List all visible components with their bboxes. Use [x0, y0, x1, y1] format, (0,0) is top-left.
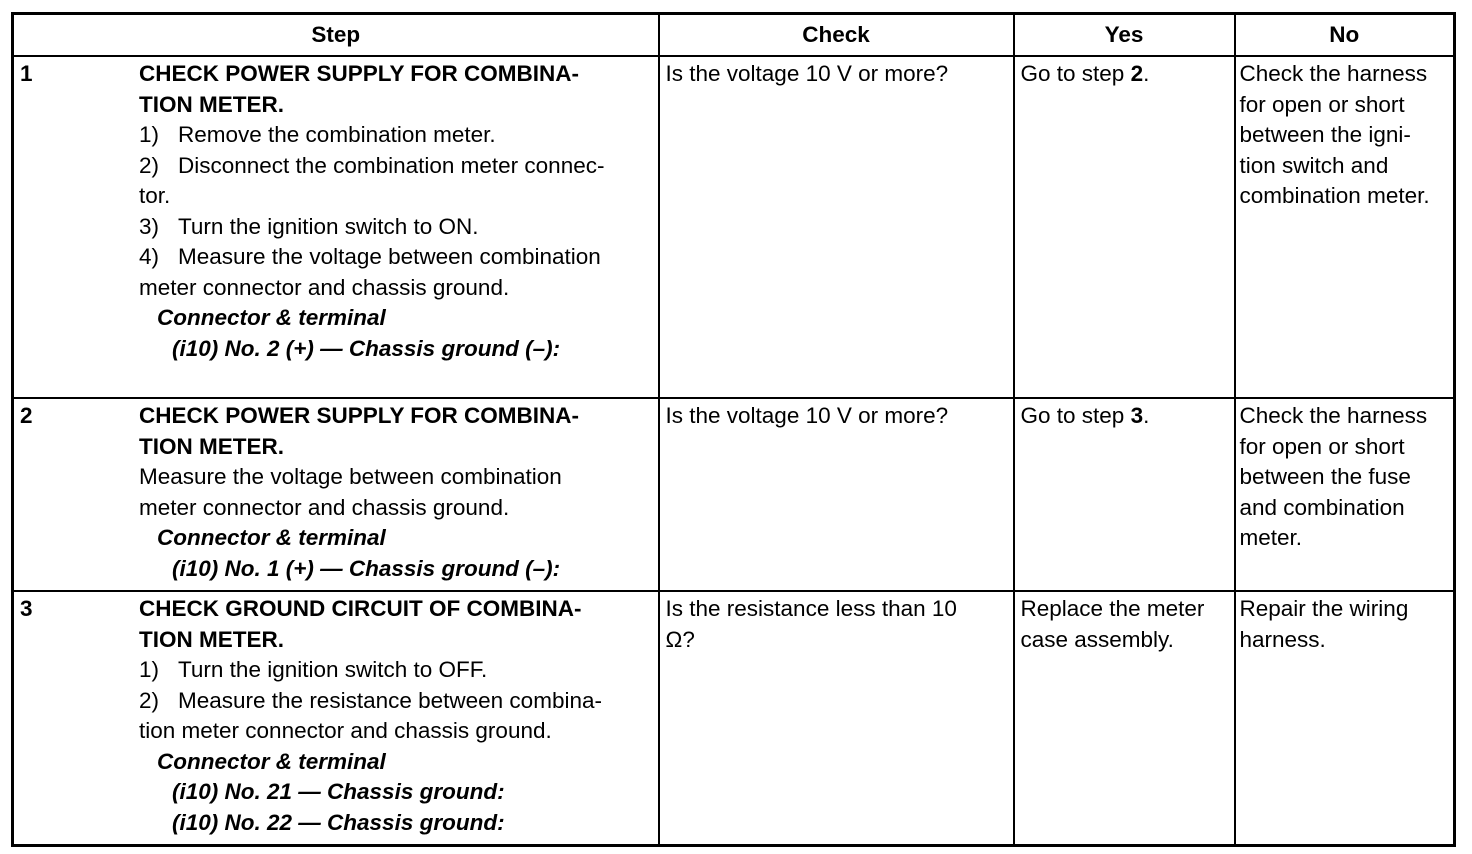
no-line: Check the harness: [1239, 403, 1428, 428]
yes-text: [1015, 399, 1234, 436]
substep-4-continued: meter connector and chassis ground.: [139, 274, 510, 300]
check-line: Ω?: [665, 626, 695, 652]
connector-terminal-1: (i10) No. 21 — Chassis ground:: [172, 779, 505, 804]
substep-number: 1): [139, 122, 160, 147]
substep-number: 2): [139, 152, 160, 178]
step-body: [139, 594, 652, 838]
no-line: and combination: [1239, 494, 1405, 520]
step-body: [139, 59, 652, 364]
substep-number: 1): [139, 657, 160, 682]
substep-1: [139, 120, 652, 151]
diagnostic-table: [11, 12, 1456, 847]
step-title-line1: CHECK GROUND CIRCUIT OF COMBINA-: [139, 596, 582, 621]
no-line: between the fuse: [1239, 464, 1411, 489]
yes-suffix: .: [1143, 403, 1150, 428]
no-text: [1236, 57, 1454, 216]
step-body: [139, 401, 652, 584]
step-title-line1: CHECK POWER SUPPLY FOR COMBINA-: [139, 61, 580, 86]
substep-text: Measure the resistance between combina-: [178, 687, 602, 713]
substep-4: [139, 242, 652, 273]
check-text: [660, 592, 1013, 659]
no-cell: [1235, 398, 1455, 591]
no-line: harness.: [1239, 626, 1326, 652]
yes-line: case assembly.: [1020, 626, 1174, 652]
no-line: combination meter.: [1239, 183, 1430, 208]
substep-number: 2): [139, 687, 160, 713]
substep-2: [139, 151, 652, 182]
step-number: 1: [20, 61, 33, 86]
table-row: [13, 591, 1455, 846]
substep-text: Remove the combination meter.: [178, 122, 496, 147]
no-line: Check the harness: [1239, 61, 1428, 86]
yes-cell: [1014, 398, 1235, 591]
step-cell: [13, 591, 659, 846]
yes-cell: [1014, 591, 1235, 846]
yes-prefix: Go to step: [1020, 61, 1131, 86]
substep-2: [139, 686, 652, 717]
step-number: 3: [20, 596, 33, 621]
connector-terminal: (i10) No. 1 (+) — Chassis ground (–):: [172, 555, 561, 581]
substep-number: 3): [139, 213, 160, 239]
yes-prefix: Go to step: [1020, 403, 1131, 428]
no-line: for open or short: [1239, 433, 1405, 459]
no-text: [1236, 592, 1454, 659]
substep-text: Disconnect the combination meter connec-: [178, 152, 605, 178]
header-check: Check: [659, 14, 1014, 57]
check-text: Is the voltage 10 V or more?: [665, 61, 949, 86]
header-yes: Yes: [1014, 14, 1235, 57]
substep-text: Measure the voltage between combination: [178, 244, 601, 269]
step-title-line2: TION METER.: [139, 433, 284, 459]
substep-2-continued: tor.: [139, 183, 171, 208]
yes-line: Replace the meter: [1020, 596, 1205, 621]
check-text: Is the voltage 10 V or more?: [665, 403, 949, 428]
check-cell: [659, 398, 1014, 591]
no-line: for open or short: [1239, 91, 1405, 117]
substep-3: [139, 212, 652, 243]
table-row: [13, 398, 1455, 591]
step-title-line2: TION METER.: [139, 626, 284, 652]
substep-text: Turn the ignition switch to ON.: [178, 213, 479, 239]
check-cell: [659, 56, 1014, 398]
yes-text: [1015, 57, 1234, 94]
substep-text: Turn the ignition switch to OFF.: [178, 657, 488, 682]
step-cell: [13, 398, 659, 591]
yes-suffix: .: [1143, 61, 1150, 86]
step-cell: [13, 56, 659, 398]
no-line: Repair the wiring: [1239, 596, 1409, 621]
connector-terminal-2: (i10) No. 22 — Chassis ground:: [172, 809, 505, 835]
connector-terminal: (i10) No. 2 (+) — Chassis ground (–):: [172, 335, 561, 361]
connector-label: Connector & terminal: [157, 305, 386, 330]
yes-step-ref: 2: [1130, 61, 1144, 86]
substep-number: 4): [139, 244, 160, 269]
step-title-line1: CHECK POWER SUPPLY FOR COMBINA-: [139, 403, 580, 428]
check-line: Is the resistance less than 10: [665, 596, 957, 621]
substep-1: [139, 655, 652, 686]
substep-2-continued: tion meter connector and chassis ground.: [139, 718, 552, 743]
check-cell: [659, 591, 1014, 846]
no-text: [1236, 399, 1454, 558]
no-cell: [1235, 56, 1455, 398]
step-number: 2: [20, 403, 33, 428]
step-title-line2: TION METER.: [139, 91, 284, 117]
no-cell: [1235, 591, 1455, 846]
header-no: No: [1235, 14, 1455, 57]
connector-label: Connector & terminal: [157, 748, 386, 774]
connector-label: Connector & terminal: [157, 525, 386, 550]
no-line: between the igni-: [1239, 122, 1411, 147]
yes-cell: [1014, 56, 1235, 398]
no-line: meter.: [1239, 525, 1303, 550]
yes-step-ref: 3: [1130, 403, 1144, 428]
step-text-line2: meter connector and chassis ground.: [139, 494, 510, 520]
table-row: [13, 56, 1455, 398]
step-text-line1: Measure the voltage between combination: [139, 464, 562, 489]
header-step: Step: [13, 14, 659, 57]
no-line: tion switch and: [1239, 152, 1389, 178]
table-header-row: [13, 14, 1455, 57]
yes-text: [1015, 592, 1234, 659]
